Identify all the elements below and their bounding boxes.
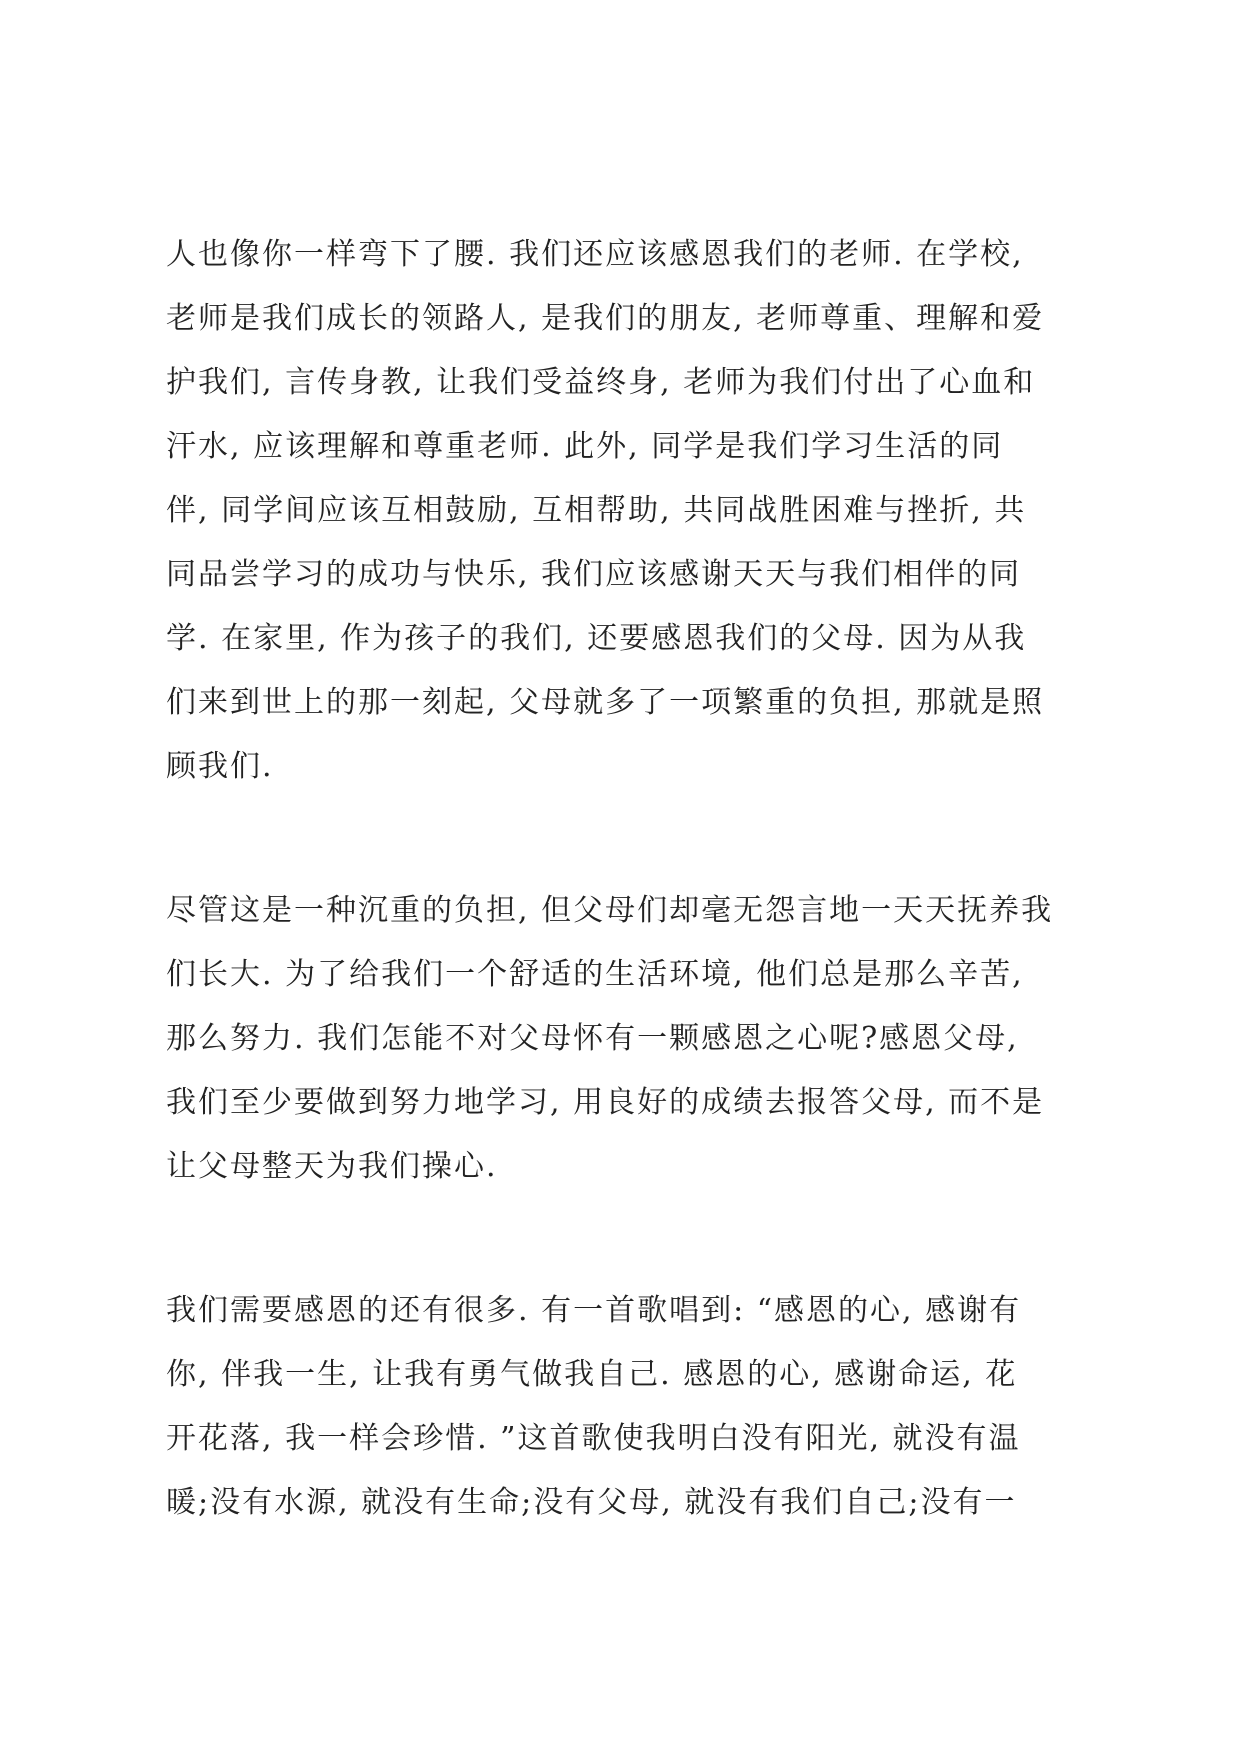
text-line: 同品尝学习的成功与快乐, 我们应该感谢天天与我们相伴的同 <box>166 557 1022 592</box>
paragraph-2 <box>166 879 1106 1199</box>
text-line: 那么努力. 我们怎能不对父母怀有一颗感恩之心呢?感恩父母, <box>166 1021 1019 1056</box>
text-line: 护我们, 言传身教, 让我们受益终身, 老师为我们付出了心血和 <box>166 365 1036 400</box>
text-line: 汗水, 应该理解和尊重老师. 此外, 同学是我们学习生活的同 <box>166 429 1004 464</box>
text-line: 我们至少要做到努力地学习, 用良好的成绩去报答父母, 而不是 <box>166 1085 1045 1120</box>
text-line: 开花落, 我一样会珍惜. ”这首歌使我明白没有阳光, 就没有温 <box>166 1421 1021 1456</box>
document-body <box>166 223 1106 1535</box>
paragraph-3 <box>166 1279 1106 1535</box>
paragraph-1 <box>166 223 1106 799</box>
text-line: 你, 伴我一生, 让我有勇气做我自己. 感恩的心, 感谢命运, 花 <box>166 1357 1018 1392</box>
paragraph-spacer <box>166 1199 1106 1279</box>
text-line: 顾我们. <box>166 749 274 784</box>
text-line: 人也像你一样弯下了腰. 我们还应该感恩我们的老师. 在学校, <box>166 237 1024 272</box>
text-line: 暖;没有水源, 就没有生命;没有父母, 就没有我们自己;没有一 <box>166 1485 1017 1520</box>
text-line: 尽管这是一种沉重的负担, 但父母们却毫无怨言地一天天抚养我 <box>166 893 1054 928</box>
text-line: 学. 在家里, 作为孩子的我们, 还要感恩我们的父母. 因为从我 <box>166 621 1027 656</box>
text-line: 老师是我们成长的领路人, 是我们的朋友, 老师尊重、理解和爱 <box>166 301 1045 336</box>
paragraph-spacer <box>166 799 1106 879</box>
text-line: 让父母整天为我们操心. <box>166 1149 498 1184</box>
text-line: 们长大. 为了给我们一个舒适的生活环境, 他们总是那么辛苦, <box>166 957 1024 992</box>
text-line: 们来到世上的那一刻起, 父母就多了一项繁重的负担, 那就是照 <box>166 685 1045 720</box>
text-line: 伴, 同学间应该互相鼓励, 互相帮助, 共同战胜困难与挫折, 共 <box>166 493 1027 528</box>
text-line: 我们需要感恩的还有很多. 有一首歌唱到: “感恩的心, 感谢有 <box>166 1293 1022 1328</box>
